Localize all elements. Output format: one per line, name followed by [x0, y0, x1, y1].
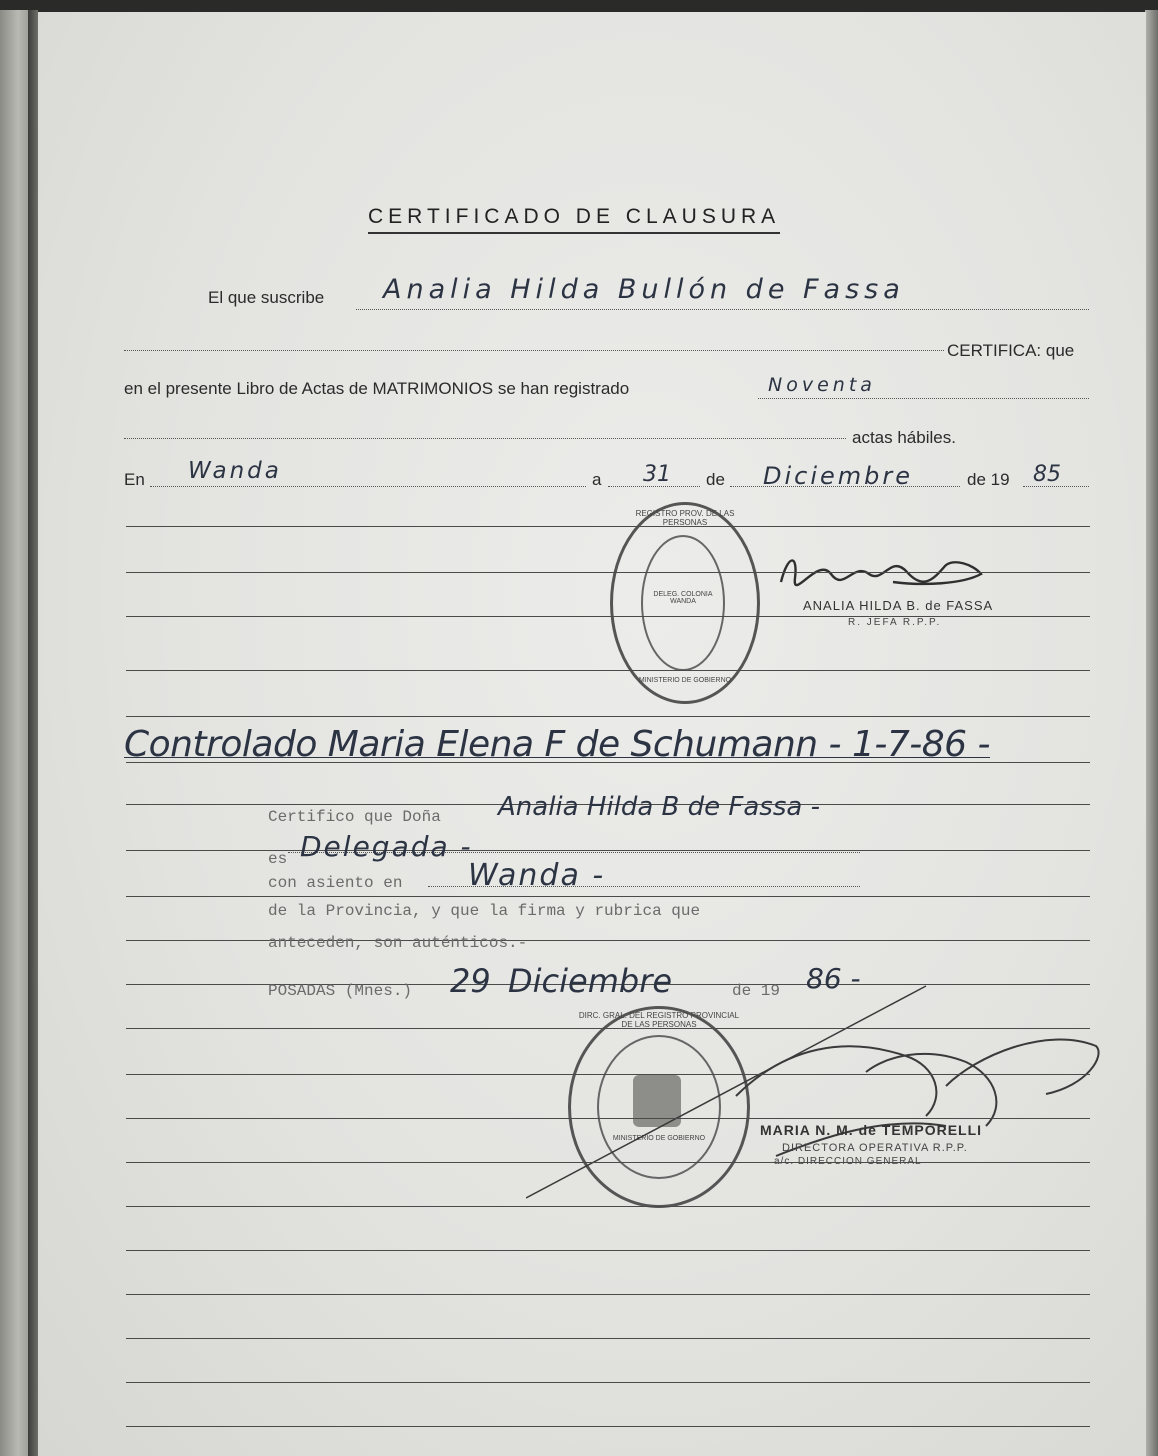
certifico-label: Certifico que Doña: [268, 808, 441, 826]
signer-continuation-line: [124, 350, 944, 351]
ruled-line: [126, 896, 1090, 897]
ruled-line: [126, 1294, 1090, 1295]
ruled-line: [126, 1250, 1090, 1251]
place-handwritten: Wanda: [188, 458, 282, 484]
ruled-line: [126, 1028, 1090, 1029]
signer-name-handwritten: Analia Hilda Bullón de Fassa: [383, 274, 905, 305]
en-label: En: [124, 470, 145, 489]
legal-day-handwritten: 29: [450, 962, 491, 1000]
posadas-label: POSADAS (Mnes.): [268, 982, 413, 1000]
ruled-line: [126, 616, 1090, 617]
day-handwritten: 31: [643, 462, 671, 487]
asiento-label: con asiento en: [268, 874, 403, 892]
year-label: de 19: [967, 470, 1010, 489]
legal-year-label: de 19: [732, 982, 781, 1000]
ruled-line: [126, 716, 1090, 717]
ruled-line: [126, 1206, 1090, 1207]
directorate-stamp-inner-text: MINISTERIO DE GOBIERNO: [612, 1135, 706, 1142]
actas-habiles-label: actas hábiles.: [852, 428, 956, 447]
control-note-handwritten: Controlado Maria Elena F de Schumann - 1-7-86 -: [124, 724, 990, 765]
suscribe-label: El que suscribe: [208, 288, 325, 307]
legal-year-handwritten: 86 -: [806, 962, 861, 995]
ruled-line: [126, 1162, 1090, 1163]
suscribe-dotted-line: [356, 309, 1089, 310]
ruled-line: [126, 1118, 1090, 1119]
signature2-dept: a/c. DIRECCION GENERAL: [774, 1156, 922, 1167]
certifico-value-handwritten: Analia Hilda B de Fassa -: [498, 792, 820, 822]
asiento-handwritten: Wanda -: [468, 858, 606, 893]
count-continuation-line: [124, 438, 846, 439]
year-handwritten: 85: [1033, 462, 1061, 487]
page-right-edge: [1145, 10, 1158, 1456]
es-label: es: [268, 850, 288, 868]
ruled-line: [126, 670, 1090, 671]
a-label: a: [592, 470, 602, 489]
signature-scribble-1: [773, 544, 988, 594]
directorate-stamp-outer-text: DIRC. GRAL. DEL REGISTRO PROVINCIAL DE LAS PERSONAS: [578, 1011, 740, 1029]
registry-stamp-oval: [610, 502, 760, 704]
ruled-line: [126, 1382, 1090, 1383]
ruled-line: [126, 762, 1090, 763]
ruled-line: [126, 526, 1090, 527]
signature2-role: DIRECTORA OPERATIVA R.P.P.: [782, 1142, 968, 1154]
role-handwritten: Delegada -: [300, 830, 473, 863]
registry-stamp-outer-text: REGISTRO PROV. DE LAS PERSONAS: [635, 509, 735, 527]
signature-scribble-2: [526, 976, 1106, 1206]
registry-stamp-inner-text: DELEG. COLONIA WANDA: [653, 591, 713, 605]
ruled-line: [126, 572, 1090, 573]
place-dotted-line: [150, 486, 586, 487]
signature1-name: ANALIA HILDA B. de FASSA: [803, 598, 994, 613]
count-handwritten: Noventa: [768, 374, 876, 396]
signature1-role: R. JEFA R.P.P.: [848, 617, 942, 628]
facing-page-edge: [0, 10, 30, 1456]
de-label: de: [706, 470, 725, 489]
month-handwritten: Diciembre: [763, 462, 914, 490]
signature2-name: MARIA N. M. de TEMPORELLI: [760, 1122, 983, 1138]
count-dotted-line: [758, 398, 1089, 399]
certifica-label: CERTIFICA: que: [947, 341, 1075, 360]
provincia-text: de la Provincia, y que la firma y rubrica que: [268, 902, 701, 920]
legal-month-handwritten: Diciembre: [508, 962, 673, 1000]
ruled-line: [126, 1426, 1090, 1427]
registry-stamp-bottom-text: MINISTERIO DE GOBIERNO: [638, 677, 732, 684]
book-gutter: [28, 10, 38, 1456]
page-title: CERTIFICADO DE CLAUSURA: [368, 205, 780, 234]
registrado-label: en el presente Libro de Actas de MATRIMONIOS se han registrado: [124, 379, 630, 398]
ruled-line: [126, 1074, 1090, 1075]
certificate-page: [38, 12, 1146, 1456]
ruled-line: [126, 1338, 1090, 1339]
autenticos-text: anteceden, son auténticos.-: [268, 934, 528, 952]
